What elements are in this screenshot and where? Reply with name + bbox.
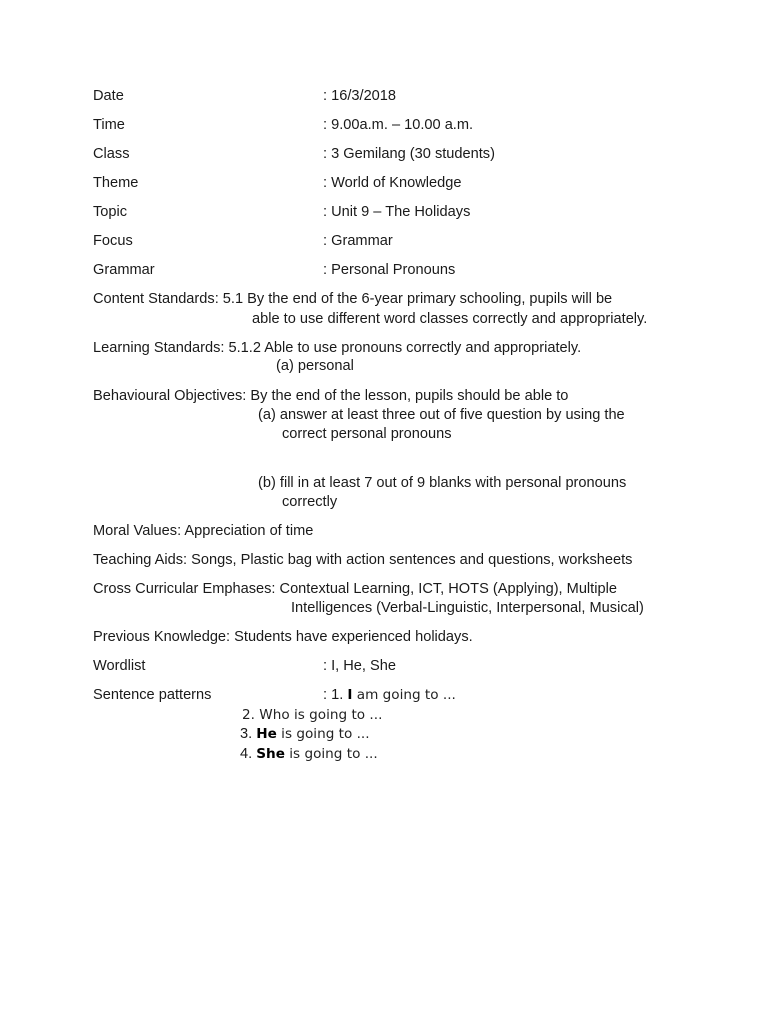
objective-b-line2: correctly — [282, 494, 338, 510]
field-date — [93, 87, 397, 105]
field-topic — [93, 203, 471, 221]
pattern-pronoun: He — [256, 726, 277, 742]
field-label: Sentence patterns — [93, 687, 212, 703]
pattern-text: is going to ... — [281, 726, 370, 742]
cross-curricular-line2: Intelligences (Verbal-Linguistic, Interpersonal, Musical) — [291, 600, 644, 616]
field-value: : Unit 9 – The Holidays — [323, 204, 471, 220]
field-focus — [93, 232, 393, 250]
field-label: Time — [93, 117, 125, 133]
field-value: : I, He, She — [323, 658, 397, 674]
pattern-text: am going to ... — [356, 687, 456, 703]
field-label: Focus — [93, 233, 133, 249]
field-label: Grammar — [93, 262, 155, 278]
objective-a-line1: (a) answer at least three out of five question by using the — [258, 407, 625, 423]
objective-a-line2: correct personal pronouns — [282, 426, 452, 442]
teaching-aids: Teaching Aids: Songs, Plastic bag with action sentences and questions, worksheets — [93, 552, 633, 568]
field-value: : Grammar — [323, 233, 393, 249]
field-wordlist — [93, 657, 397, 675]
pattern-pronoun: She — [256, 746, 285, 762]
field-label: Theme — [93, 175, 139, 191]
content-standards-line1: Content Standards: 5.1 By the end of the 6-year primary schooling, pupils will be — [93, 291, 613, 307]
sentence-pattern-4 — [240, 745, 378, 763]
sentence-patterns — [93, 686, 456, 704]
objective-b-line1: (b) fill in at least 7 out of 9 blanks with personal pronouns — [258, 475, 627, 491]
field-label: Wordlist — [93, 658, 146, 674]
behavioural-objectives-intro: Behavioural Objectives: By the end of the lesson, pupils should be able to — [93, 388, 569, 404]
cross-curricular-line1: Cross Curricular Emphases: Contextual Learning, ICT, HOTS (Applying), Multiple — [93, 581, 617, 597]
field-theme — [93, 174, 462, 192]
sentence-pattern-3 — [240, 725, 370, 743]
field-value: : 3 Gemilang (30 students) — [323, 146, 495, 162]
pattern-number: 4. — [240, 746, 253, 762]
field-class — [93, 145, 495, 163]
field-label: Topic — [93, 204, 128, 220]
field-grammar — [93, 261, 456, 279]
field-value: : 9.00a.m. – 10.00 a.m. — [323, 117, 474, 133]
field-value: : Personal Pronouns — [323, 262, 456, 278]
learning-standards-line2: (a) personal — [276, 358, 354, 374]
pattern-pronoun: I — [347, 687, 353, 703]
pattern-text: is going to ... — [289, 746, 378, 762]
learning-standards-line1: Learning Standards: 5.1.2 Able to use pronouns correctly and appropriately. — [93, 340, 582, 356]
sentence-pattern-1 — [323, 686, 456, 704]
field-label: Date — [93, 88, 124, 104]
moral-values: Moral Values: Appreciation of time — [93, 523, 314, 539]
sentence-pattern-2: 2. Who is going to ... — [242, 707, 383, 723]
field-time — [93, 116, 474, 134]
field-value: : World of Knowledge — [323, 175, 462, 191]
pattern-number: : 1. — [323, 687, 344, 703]
field-value: : 16/3/2018 — [323, 88, 397, 104]
pattern-number: 3. — [240, 726, 253, 742]
field-label: Class — [93, 146, 130, 162]
content-standards-line2: able to use different word classes correctly and appropriately. — [252, 311, 648, 327]
previous-knowledge: Previous Knowledge: Students have experienced holidays. — [93, 629, 473, 645]
